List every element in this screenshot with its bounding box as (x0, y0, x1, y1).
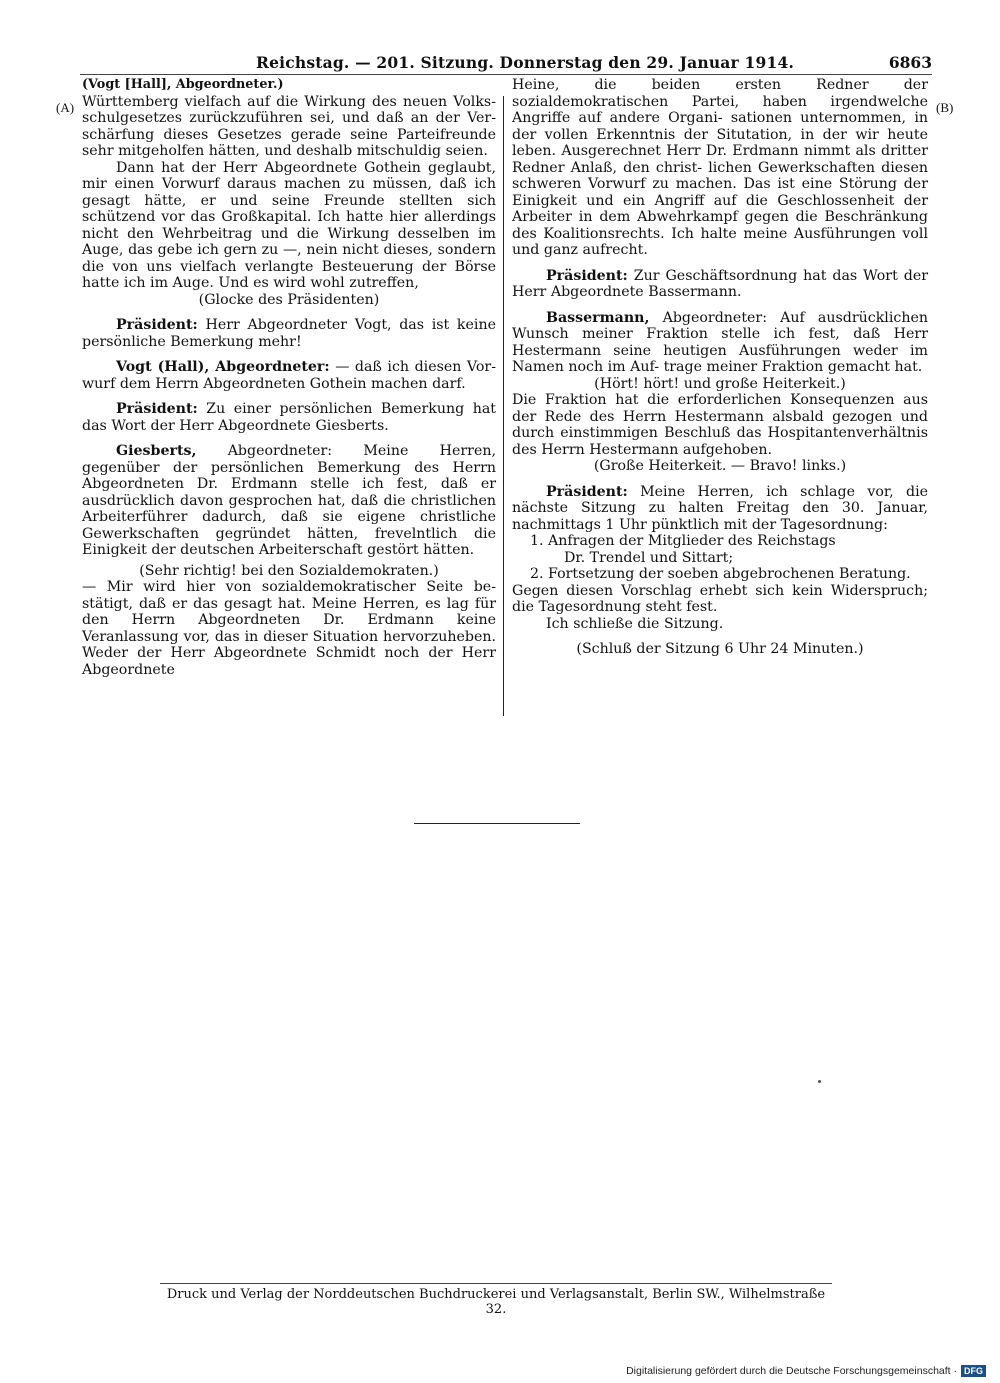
paragraph: Württemberg vielfach auf die Wirkung des neuen Volks- schulgesetzes zurückzuführen sei, und daß an der Ver- schärfung dieses Gesetzes gerade seine Parteifreunde sehr mitgeholfen hätten, und deshalb mitschuldig seien. (82, 93, 496, 159)
paragraph: Gegen diesen Vorschlag erhebt sich kein Widerspruch; die Tagesordnung steht fest. (512, 582, 928, 615)
page-header (80, 53, 932, 75)
speech-text: Meine Herren, ich schlage vor, die nächste Sitzung zu halten Freitag den 30. Januar, nachmittags 1 Uhr pünktlich mit der Tagesordnung: (512, 483, 928, 533)
speech-text: Abgeordneter: Meine Herren, gegenüber der persönlichen Bemerkung des Herrn Abgeordneten Dr. Erdmann stelle ich fest, daß er ausdrücklich davon gesprochen hat, daß die christlichen Arbeiterführer dadurch, daß sie eigene christliche Gewerkschaften gegründet hätten, frevelntlich die Einigkeit der deutschen Arbeiterschaft gestört hätten. (82, 443, 496, 558)
speaker-name: Präsident: (116, 317, 198, 333)
speaker-name: Präsident: (546, 483, 628, 500)
speech-vogt (82, 359, 496, 392)
agenda-item: 2. Fortsetzung der soeben abgebrochenen Beratung. (530, 566, 911, 582)
column-divider (503, 96, 504, 716)
left-column (82, 77, 496, 678)
interjection: (Hört! hört! und große Heiterkeit.) (594, 375, 846, 392)
paragraph: Heine, die beiden ersten Redner der sozialdemokratischen Partei, haben irgendwelche Angriffe auf andere Organi- sationen unternommen, in der vollen Erkenntnis der Situtation, in der wir heute leben. Ausgerechnet Herr Dr. Erdmann nimmt als dritter Redner Anlaß, den christ- lichen Gewerkschaften diesen schweren Vorwurf zu machen. Das ist eine Störung der Einigkeit und ein Angriff auf die Geschlossenheit der Arbeiter in dem Abwehrkampf gegen die Beschränkung des Koalitionsrechts. Ich halte meine Ausführungen voll und ganz aufrecht. (512, 77, 928, 258)
margin-marker-b: (B) (936, 100, 954, 115)
digitization-note (626, 1365, 986, 1377)
speaker-name: Präsident: (116, 401, 198, 417)
running-title: Reichstag. — 201. Sitzung. Donnerstag den 29. Januar 1914. (256, 53, 795, 72)
interjection: (Sehr richtig! bei den Sozialdemokraten.) (139, 562, 439, 579)
digitization-text: Digitalisierung gefördert durch die Deutsche Forschungsgemeinschaft · (626, 1365, 957, 1377)
paragraph: Die Fraktion hat die erforderlichen Konsequenzen aus der Rede des Herrn Hestermann alsbald gezogen und durch einstimmigen Beschluß das Hospitantenverhältnis des Herrn Hestermann aufgehoben. (512, 392, 928, 458)
end-rule (414, 823, 580, 824)
continuation-header: (Vogt [Hall], Abgeordneter.) (82, 77, 284, 92)
speaker-name: Bassermann, (546, 309, 650, 326)
speech-president (82, 401, 496, 434)
speech-text: Abgeordneter: Auf ausdrücklichen Wunsch meiner Fraktion stelle ich fest, daß Herr Hestermann seine heutigen Ausführungen weder im Namen noch im Auf- trage meiner Fraktion gemacht hat. (512, 309, 928, 375)
agenda-item: 1. Anfragen der Mitglieder des Reichstags (530, 533, 836, 549)
imprint: Druck und Verlag der Norddeutschen Buchdruckerei und Verlagsanstalt, Berlin SW., Wilhelmstraße 32. (166, 1287, 826, 1317)
scan-speck (818, 1080, 821, 1083)
speech-text: Herr Abgeordneter Vogt, das ist keine persönliche Bemerkung mehr! (82, 317, 496, 350)
speech-bassermann (512, 310, 928, 376)
paragraph: Ich schließe die Sitzung. (546, 615, 724, 632)
speech-giesberts (82, 443, 496, 559)
speech-president (512, 484, 928, 534)
speaker-name: Vogt (Hall), Abgeordneter: (116, 359, 330, 375)
header-rule (80, 74, 932, 75)
speaker-name: Präsident: (546, 267, 628, 284)
speech-president (512, 268, 928, 301)
footer-rule (160, 1283, 832, 1284)
paragraph: — Mir wird hier von sozialdemokratischer Seite be- stätigt, daß er das gesagt hat. Meine Herren, es lag für den Herrn Abgeordneten Dr. Erdmann keine Veranlassung vor, das in dieser Situation hervorzuheben. Weder der Herr Abgeordnete Schmidt noch der Herr Abgeordnete (82, 579, 496, 678)
margin-marker-a: (A) (56, 100, 75, 115)
speech-text: Zur Geschäftsordnung hat das Wort der Herr Abgeordnete Bassermann. (512, 267, 928, 300)
interjection: (Große Heiterkeit. — Bravo! links.) (593, 458, 847, 474)
speaker-name: Giesberts, (116, 443, 197, 459)
speech-president (82, 317, 496, 350)
right-column (512, 77, 928, 658)
speech-text: Zu einer persönlichen Bemerkung hat das Wort der Herr Abgeordnete Giesberts. (82, 401, 496, 434)
session-closing: (Schluß der Sitzung 6 Uhr 24 Minuten.) (576, 641, 864, 657)
interjection: (Glocke des Präsidenten) (198, 291, 380, 308)
page-number: 6863 (888, 53, 932, 72)
agenda-item-continuation: Dr. Trendel und Sittart; (564, 549, 734, 566)
paragraph: Dann hat der Herr Abgeordnete Gothein geglaubt, mir einen Vorwurf daraus machen zu müssen, daß ich gesagt hätte, er und seine Freunde stellten sich schützend vor das Großkapital. Ich hatte hier allerdings nicht den Wehrbeitrag und die Wirkung desselben im Auge, das gebe ich gern zu —, nein nicht dieses, sondern die von uns vielfach verlangte Besteuerung der Börse hatte ich im Auge. Und es wird wohl zutreffen, (82, 159, 496, 291)
dfg-logo-icon: DFG (961, 1365, 986, 1377)
speech-text: — daß ich diesen Vor- wurf dem Herrn Abgeordneten Gothein machen darf. (82, 359, 496, 392)
